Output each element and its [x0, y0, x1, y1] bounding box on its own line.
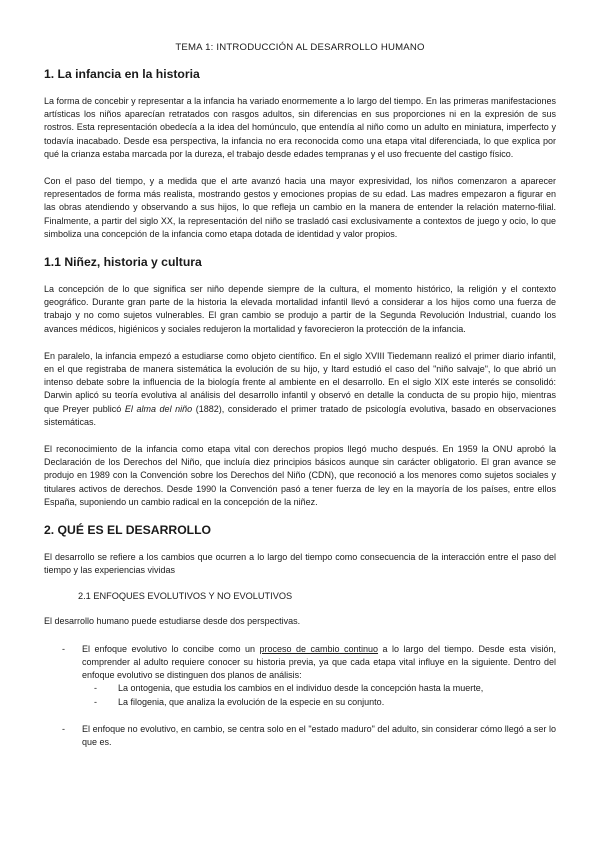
- section-1-1-paragraph-2: [44, 350, 556, 429]
- paragraph-text: (1882), considerado el primer tratado de psicología evolutiva, basado en observaciones sistemáticas.: [44, 403, 556, 427]
- paragraph-text: En paralelo, la infancia empezó a estudiarse como objeto científico. En el siglo XVIII Tiedemann realizó el primer diario infantil, en el que registraba de manera sistemática la evolución de su hijo, y Itard estudió el caso del "niño salvaje", lo que abrió un intenso debate sobre la influencia de la biología frente al ambiente en el desarrollo. En el siglo XIX este interés se consolidó: Darwin aplicó su teoría evolutiva al análisis del desarrollo infantil y observó en detalle la conducta de su propio hijo, mientras que Preyer publicó: [44, 350, 556, 414]
- dash-bullet: -: [94, 683, 97, 694]
- section-1-paragraph-1: La forma de concebir y representar a la infancia ha variado enormemente a lo largo del tiempo. En las primeras manifestaciones artísticas los niños aparecían retratados con rasgos adultos, sin diferencias en sus proporciones ni en la expresión de sus rostros. Esta representación obedecía a la idea del homúnculo, que entendía al niño como un adulto en miniatura, imperfecto y todavía inacabado. Desde esa perspectiva, la infancia no era reconocida como una etapa vital diferenciada, lo que explica por qué la crianza estaba marcada por la dureza, el trabajo desde edades tempranas y el uso frecuente del castigo físico.: [44, 96, 556, 159]
- list-item: [44, 643, 556, 709]
- section-1-heading: 1. La infancia en la historia: [44, 67, 200, 81]
- list-item: [94, 696, 556, 709]
- section-2-heading: 2. QUÉ ES EL DESARROLLO: [44, 523, 212, 538]
- book-title: El alma del niño: [124, 403, 193, 414]
- list-item-text: La ontogenia, que estudia los cambios en el individuo desde la concepción hasta la muerte,: [118, 683, 484, 694]
- list-item-text: El enfoque evolutivo lo concibe como un: [82, 643, 260, 654]
- dash-bullet: -: [62, 723, 65, 734]
- list-item-text: El enfoque no evolutivo, en cambio, se centra solo en el "estado maduro" del adulto, sin considerar cómo llegó a ser lo que es.: [82, 723, 556, 747]
- list-item: [94, 682, 556, 695]
- list-item-text: a lo largo del tiempo. Desde esta visión, comprender al adulto requiere conocer su historia previa, ya que cada etapa vital influye en la siguiente. Dentro del enfoque evolutivo se distinguen dos planos de análisis:: [82, 643, 556, 681]
- list-item: [44, 723, 556, 749]
- document-title: TEMA 1: INTRODUCCIÓN AL DESARROLLO HUMANO: [175, 42, 425, 53]
- dash-bullet: -: [62, 643, 65, 654]
- section-2-1-heading: 2.1 ENFOQUES EVOLUTIVOS Y NO EVOLUTIVOS: [78, 591, 293, 602]
- list-item-text: La filogenia, que analiza la evolución de la especie en su conjunto.: [118, 696, 385, 707]
- section-1-1-paragraph-1: La concepción de lo que significa ser niño depende siempre de la cultura, el momento histórico, la religión y el contexto geográfico. Durante gran parte de la historia la elevada mortalidad infantil llevó a considerar a los hijos como una fuerza de trabajo y no como sujetos vulnerables. El gran cambio se produjo a partir de la Segunda Revolución Industrial, cuando los avances médicos, higiénicos y sociales redujeron la mortalidad y favorecieron la protección de la infancia.: [44, 284, 556, 334]
- planes-list: [82, 682, 556, 708]
- section-1-1-heading: 1.1 Niñez, historia y cultura: [44, 255, 202, 270]
- section-1-paragraph-2: Con el paso del tiempo, y a medida que el arte avanzó hacia una mayor expresividad, los niños comenzaron a aparecer representados de forma más realista, mostrando gestos y emociones propias de su edad. Las madres empezaron a figurar en las obras atendiendo y observando a sus hijos, lo que refleja un cambio en la manera de entender la relación materno-filial. Finalmente, a partir del siglo XX, la representación del niño se trasladó casi exclusivamente a contextos de juego y ocio, lo que simboliza una concepción de la infancia como etapa dotada de identidad y valor propios.: [44, 176, 556, 239]
- section-1-1-paragraph-3: El reconocimiento de la infancia como etapa vital con derechos propios llegó mucho después. En 1959 la ONU aprobó la Declaración de los Derechos del Niño, que incluía diez principios básicos aunque sin carácter obligatorio. El gran avance se produjo en 1989 con la Convención sobre los Derechos del Niño (CDN), que reconoció a los menores como sujetos sociales y titulares activos de derechos. Desde 1990 la Convención pasó a tener fuerza de ley en la mayoría de los países, entre ellos España, suponiendo un cambio radical en la concepción de la niñez.: [44, 444, 556, 507]
- approaches-list: [44, 643, 556, 749]
- section-2-paragraph-1: El desarrollo se refiere a los cambios que ocurren a lo largo del tiempo como consecuencia de la interacción entre el paso del tiempo y las experiencias vividas: [44, 552, 556, 576]
- dash-bullet: -: [94, 696, 97, 707]
- section-2-paragraph-2: El desarrollo humano puede estudiarse desde dos perspectivas.: [44, 616, 301, 627]
- underlined-text: proceso de cambio continuo: [259, 643, 379, 654]
